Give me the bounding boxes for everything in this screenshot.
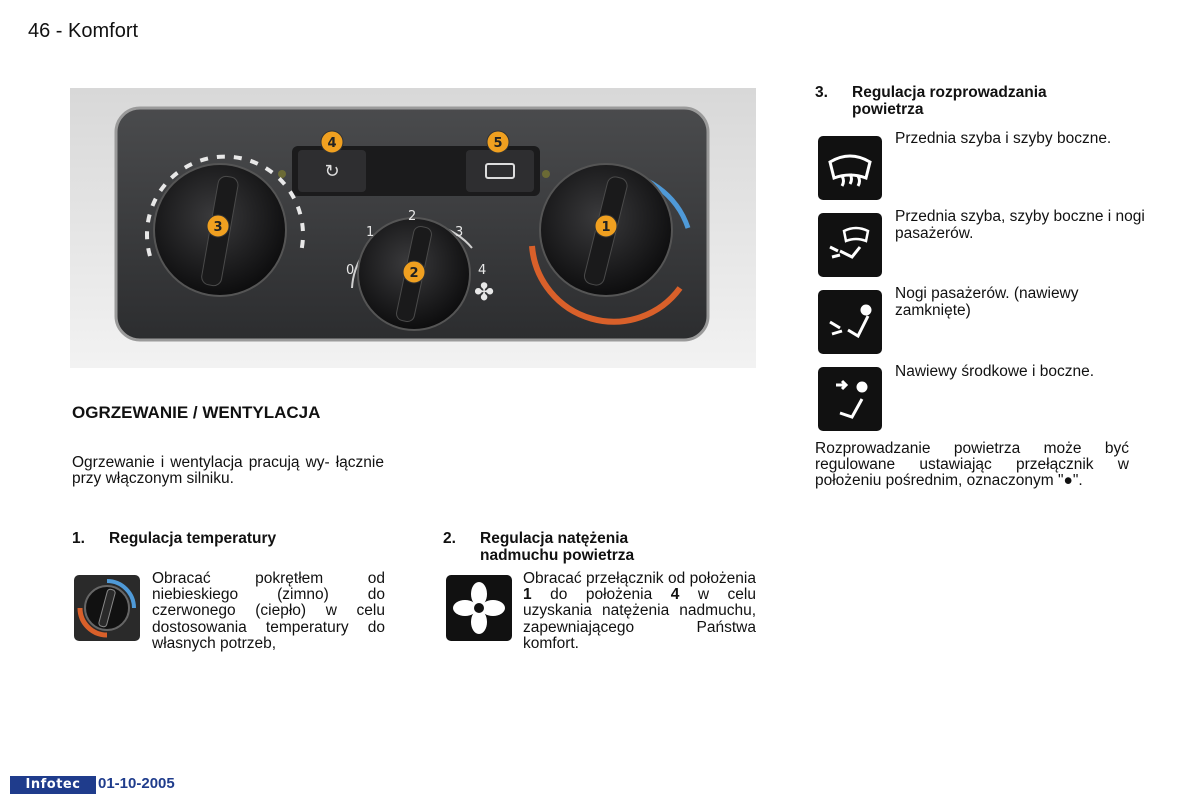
item-3-text: Rozprowadzanie powietrza może być regulowane ustawiając przełącznik w położeniu pośrednim, oznaczonym "●".: [815, 440, 1129, 490]
publisher-logo: Infotec: [10, 776, 96, 794]
temperature-knob-icon: [74, 575, 140, 641]
item-1-number: 1.: [72, 530, 85, 547]
svg-text:5: 5: [493, 136, 503, 151]
item-2-heading: [443, 530, 763, 564]
mode-4-text: Nawiewy środkowe i boczne.: [895, 363, 1095, 380]
item-3-heading: [815, 84, 1135, 118]
svg-text:2: 2: [409, 266, 419, 281]
fan-symbol-icon: ✤: [474, 278, 495, 306]
fan-scale-0: 0: [346, 263, 355, 278]
recirculation-icon: ↻: [324, 161, 340, 182]
item-1-text: Obracać pokrętłem od niebieskiego (zimno) do czerwonego (ciepło) w celu dostosowania temperatury do własnych potrzeb,: [152, 570, 385, 652]
callout-5: [487, 131, 509, 153]
feet-icon: [818, 290, 882, 354]
mode-2-text: Przednia szyba, szyby boczne i nogi pasażerów.: [895, 208, 1145, 242]
fan-scale-2: 2: [408, 209, 417, 224]
item-1-heading: [72, 530, 392, 547]
mode-1-text: Przednia szyba i szyby boczne.: [895, 130, 1112, 147]
fan-scale-3: 3: [455, 225, 464, 240]
callout-2: [403, 261, 425, 283]
publication-date: 01-10-2005: [98, 775, 175, 792]
item-1-title: Regulacja temperatury: [109, 530, 277, 547]
fan-icon: [446, 575, 512, 641]
page-header: 46 - Komfort: [28, 20, 139, 42]
windscreen-demist-icon: [818, 136, 882, 200]
svg-text:1: 1: [601, 220, 611, 235]
fan-scale-4: 4: [478, 263, 487, 278]
item-2-number: 2.: [443, 530, 456, 547]
indicator-led-left: [278, 170, 286, 178]
heater-control-panel-figure: [70, 88, 756, 368]
section-intro: Ogrzewanie i wentylacja pracują wy- łącznie przy włączonym silniku.: [72, 454, 384, 488]
callout-3: [207, 215, 229, 237]
rear-demist-button: [466, 150, 534, 192]
mode-3-text: Nogi pasażerów. (nawiewy zamknięte): [895, 285, 1079, 319]
item-2-title: Regulacja natężenia nadmuchu powietrza: [480, 530, 635, 564]
fan-scale-1: 1: [366, 225, 375, 240]
indicator-led-right: [542, 170, 550, 178]
callout-1: [595, 215, 617, 237]
svg-text:3: 3: [213, 220, 223, 235]
svg-text:4: 4: [327, 136, 337, 151]
face-vents-icon: [818, 367, 882, 431]
windscreen-feet-icon: [818, 213, 882, 277]
callout-4: [321, 131, 343, 153]
section-title: OGRZEWANIE / WENTYLACJA: [72, 403, 321, 422]
item-3-number: 3.: [815, 84, 828, 101]
item-2-text: Obracać przełącznik od położenia 1 do położenia 4 w celu uzyskania natężenia nadmuchu, zapewniającego Państwa komfort.: [523, 570, 756, 652]
item-3-title: Regulacja rozprowadzania powietrza: [852, 84, 1047, 118]
